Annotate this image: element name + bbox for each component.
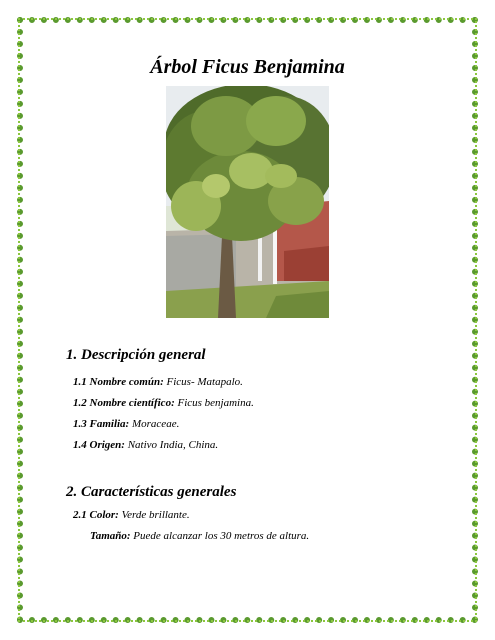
- ficus-tree-photo: [166, 86, 329, 318]
- page-title: Árbol Ficus Benjamina: [150, 56, 345, 78]
- list-item: Tamaño: Puede alcanzar los 30 metros de altura.: [90, 530, 310, 542]
- list-item: 1.4 Origen: Nativo India, China.: [73, 439, 219, 451]
- list-item: 2.1 Color: Verde brillante.: [73, 509, 190, 521]
- section-heading-caracteristicas: 2. Características generales: [66, 484, 237, 500]
- section-heading-descripcion: 1. Descripción general: [66, 347, 206, 363]
- list-item: 1.3 Familia: Moraceae.: [73, 418, 180, 430]
- list-item: 1.1 Nombre común: Ficus- Matapalo.: [73, 376, 243, 388]
- list-item: 1.2 Nombre científico: Ficus benjamina.: [73, 397, 254, 409]
